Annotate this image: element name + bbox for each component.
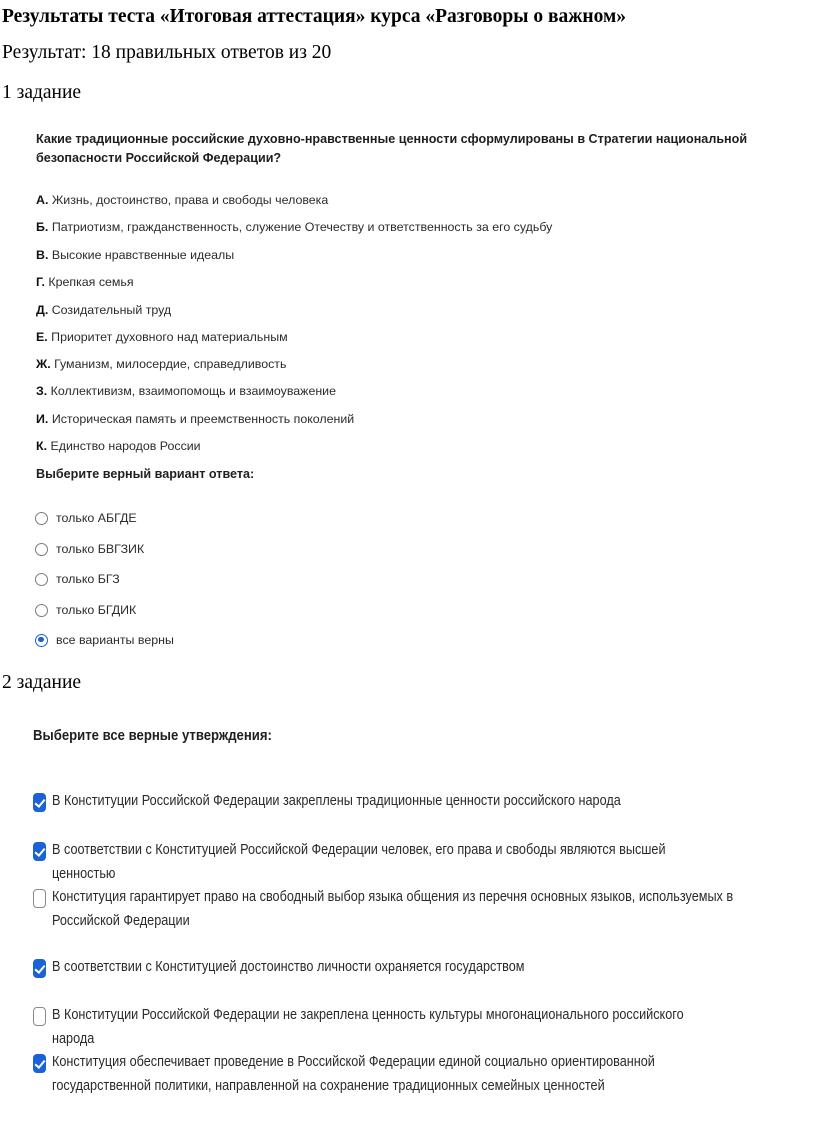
value-list-item (36, 303, 171, 317)
task-2-prompt: Выберите все верные утверждения: (33, 728, 272, 744)
checkbox-empty-icon[interactable] (33, 1007, 46, 1026)
value-text: Приоритет духовного над материальным (51, 330, 288, 344)
value-letter: Г. (36, 275, 45, 289)
value-list-item (36, 330, 288, 344)
value-text: Крепкая семья (48, 275, 134, 289)
task-2-heading: 2 задание (2, 672, 82, 693)
document-title: Результаты теста «Итоговая аттестация» курса «Разговоры о важном» (2, 6, 627, 27)
checkbox-option[interactable] (33, 1050, 816, 1098)
radio-empty-icon[interactable] (35, 543, 48, 556)
radio-option-label: все варианты верны (56, 633, 174, 647)
checkbox-option[interactable] (33, 955, 812, 979)
value-list-item (36, 439, 201, 453)
radio-option-label: только БГЗ (56, 572, 120, 586)
checkbox-option-label: Конституция гарантирует право на свободный выбор языка общения из перечня основных языков, используемых в Российской Федерации (52, 889, 734, 929)
value-letter: И. (36, 412, 49, 426)
test-result: Результат: 18 правильных ответов из 20 (2, 42, 332, 63)
checkbox-option-label: Конституция обеспечивает проведение в Российской Федерации единой социально ориентированной государственной политики, направленной на сохранение традиционных семейных ценностей (52, 1054, 655, 1094)
value-letter: В. (36, 248, 49, 262)
radio-option-label: только БГДИК (56, 603, 137, 617)
checkbox-empty-icon[interactable] (33, 889, 46, 908)
value-text: Единство народов России (50, 439, 201, 453)
value-list-item (36, 384, 336, 398)
checkbox-checked-icon[interactable] (33, 793, 46, 812)
value-letter: К. (36, 439, 48, 453)
value-list-item (36, 412, 354, 426)
radio-option-label: только БВГЗИК (56, 542, 145, 556)
value-text: Историческая память и преемственность поколений (51, 412, 355, 426)
task-1-question: Какие традиционные российские духовно-нравственные ценности сформулированы в Стратегии национальной безопасности Российской Федерации? (36, 132, 748, 165)
value-letter: Д. (36, 303, 49, 317)
radio-option[interactable] (35, 600, 136, 620)
value-text: Коллективизм, взаимопомощь и взаимоуважение (50, 384, 336, 398)
checkbox-option-label: В Конституции Российской Федерации не закреплена ценность культуры многонационального российского народа (52, 1007, 684, 1047)
checkbox-option-label: В соответствии с Конституцией Российской Федерации человек, его права и свободы являются высшей ценностью (52, 842, 666, 882)
radio-empty-icon[interactable] (35, 512, 48, 525)
value-text: Высокие нравственные идеалы (51, 248, 235, 262)
value-text: Патриотизм, гражданственность, служение Отечеству и ответственность за его судьбу (51, 220, 553, 234)
checkbox-option[interactable] (33, 789, 812, 813)
checkbox-option[interactable] (33, 1003, 812, 1051)
value-letter: Е. (36, 330, 48, 344)
radio-option[interactable] (35, 630, 174, 650)
value-letter: Б. (36, 220, 49, 234)
radio-selected-icon[interactable] (35, 634, 48, 647)
value-list-item (36, 220, 552, 234)
value-list-item (36, 248, 234, 262)
checkbox-option-label: В Конституции Российской Федерации закреплены традиционные ценности российского народа (52, 793, 621, 809)
value-list-item (36, 275, 134, 289)
value-list-item (36, 357, 286, 371)
radio-option[interactable] (35, 569, 120, 589)
value-letter: З. (36, 384, 48, 398)
checkbox-option-label: В соответствии с Конституцией достоинство личности охраняется государством (52, 959, 525, 975)
checkbox-option[interactable] (33, 838, 812, 886)
radio-empty-icon[interactable] (35, 604, 48, 617)
task-1-heading: 1 задание (2, 82, 82, 103)
value-list-item (36, 193, 328, 207)
checkbox-option[interactable] (33, 885, 816, 933)
value-letter: А. (36, 193, 49, 207)
radio-option[interactable] (35, 539, 144, 559)
radio-option[interactable] (35, 508, 137, 528)
value-text: Гуманизм, милосердие, справедливость (54, 357, 287, 371)
radio-option-label: только АБГДЕ (56, 511, 137, 525)
checkbox-checked-icon[interactable] (33, 959, 46, 978)
value-text: Созидательный труд (51, 303, 172, 317)
task-1-answer-prompt: Выберите верный вариант ответа: (36, 467, 255, 481)
radio-empty-icon[interactable] (35, 573, 48, 586)
checkbox-checked-icon[interactable] (33, 842, 46, 861)
checkbox-checked-icon[interactable] (33, 1054, 46, 1073)
value-letter: Ж. (36, 357, 51, 371)
value-text: Жизнь, достоинство, права и свободы человека (51, 193, 329, 207)
